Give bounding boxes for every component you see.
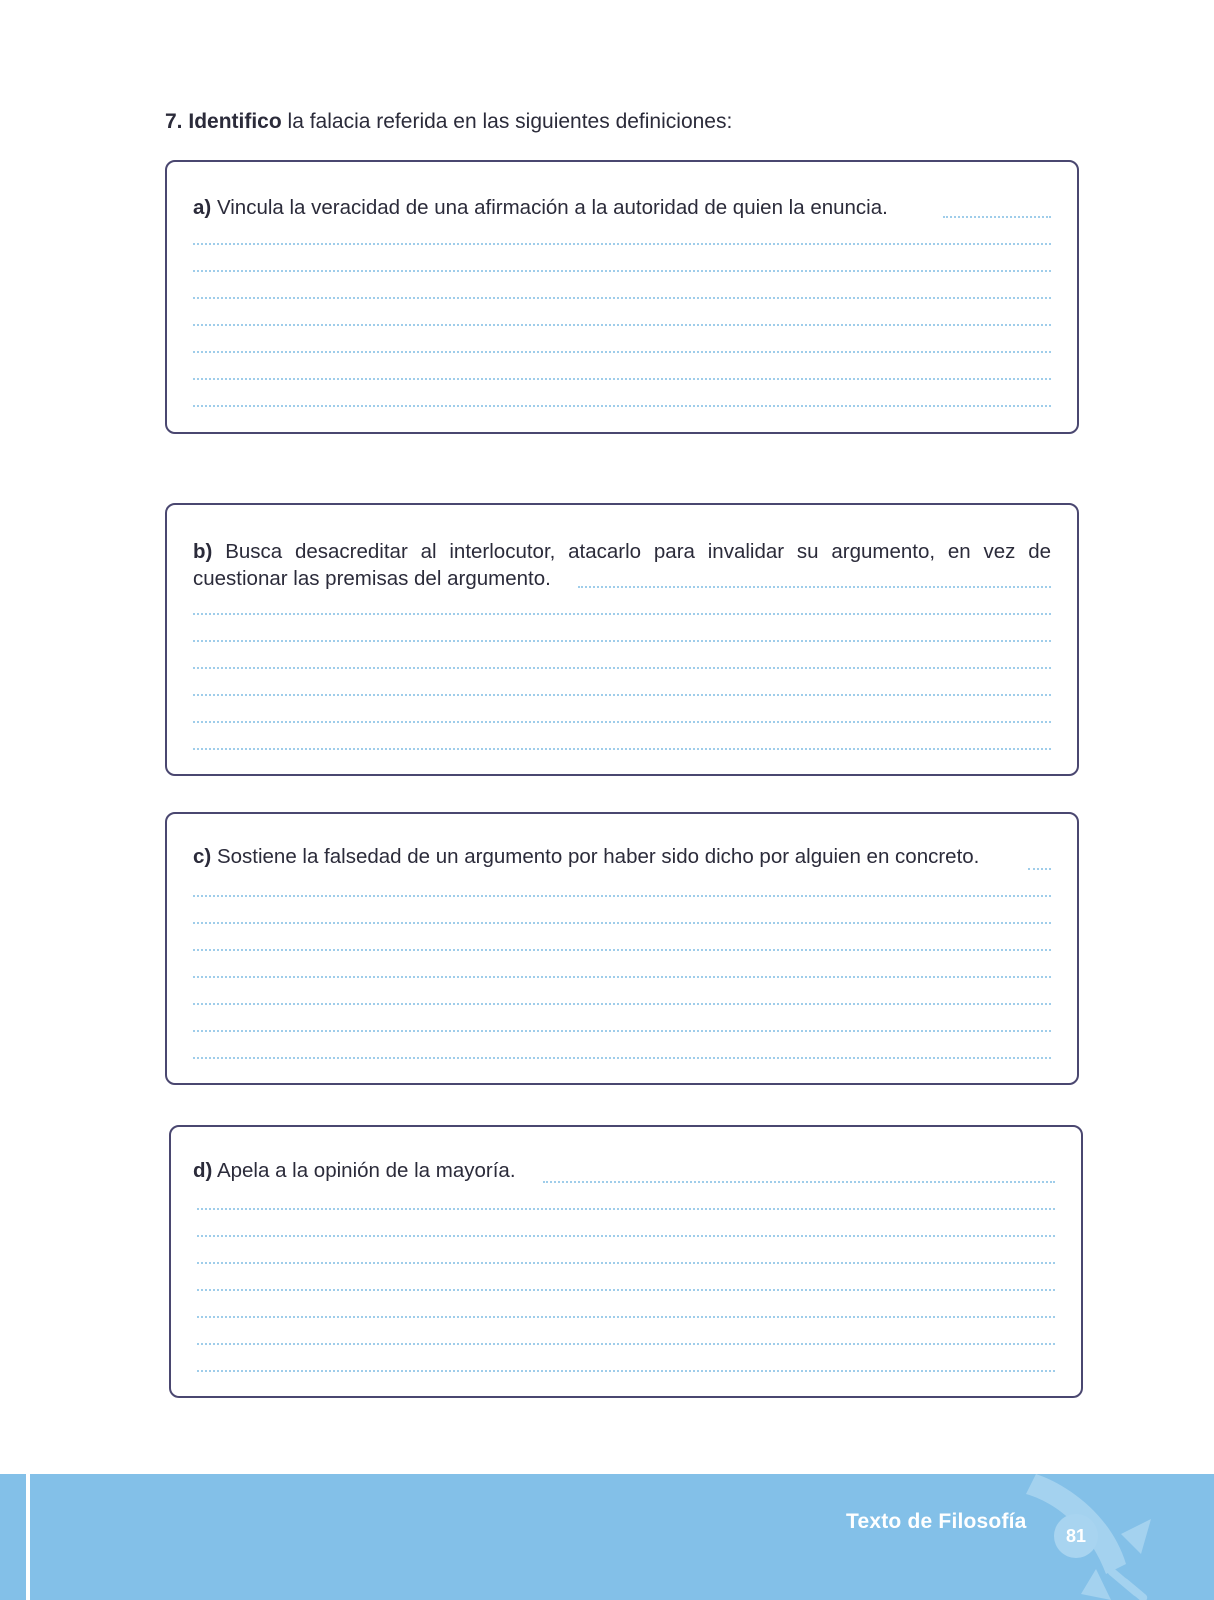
answer-line[interactable] [193, 351, 1051, 353]
answer-line[interactable] [193, 297, 1051, 299]
footer-stripe [26, 1474, 30, 1600]
exercise-number: 7. [165, 110, 183, 133]
page-footer [0, 1474, 1214, 1600]
answer-line[interactable] [197, 1370, 1055, 1372]
answer-line[interactable] [193, 895, 1051, 897]
answer-box-b[interactable] [165, 503, 1079, 776]
question-b [193, 538, 1051, 592]
exercise-verb: Identifico [188, 110, 282, 133]
answer-line[interactable] [197, 1343, 1055, 1345]
answer-line[interactable] [193, 949, 1051, 951]
exercise-heading [165, 108, 732, 136]
question-label: d) [193, 1159, 213, 1182]
answer-line[interactable] [193, 378, 1051, 380]
question-label: c) [193, 845, 212, 868]
exercise-instruction: la falacia referida en las siguientes definiciones: [287, 110, 733, 133]
question-text: Apela a la opinión de la mayoría. [216, 1159, 516, 1182]
page-number: 81 [1054, 1514, 1098, 1558]
question-text: Busca desacreditar al interlocutor, atacarlo para invalidar su argumento, en vez de cuestionar las premisas del argumento. [193, 540, 1052, 590]
answer-box-c[interactable] [165, 812, 1079, 1085]
answer-line[interactable] [193, 721, 1051, 723]
answer-line[interactable] [193, 405, 1051, 407]
answer-line[interactable] [543, 1181, 1055, 1183]
answer-line[interactable] [193, 270, 1051, 272]
answer-line[interactable] [193, 613, 1051, 615]
question-label: a) [193, 196, 212, 219]
answer-line[interactable] [197, 1208, 1055, 1210]
question-a [193, 194, 1051, 221]
question-text: Vincula la veracidad de una afirmación a la autoridad de quien la enuncia. [216, 196, 888, 219]
answer-line[interactable] [193, 976, 1051, 978]
answer-line[interactable] [193, 1057, 1051, 1059]
answer-line[interactable] [193, 694, 1051, 696]
question-c [193, 843, 1051, 870]
answer-line[interactable] [193, 243, 1051, 245]
answer-line[interactable] [193, 324, 1051, 326]
question-label: b) [193, 540, 213, 563]
answer-line[interactable] [193, 1003, 1051, 1005]
answer-line[interactable] [193, 1030, 1051, 1032]
answer-box-d[interactable] [169, 1125, 1083, 1398]
answer-line[interactable] [197, 1316, 1055, 1318]
question-d [193, 1157, 1055, 1184]
answer-line[interactable] [578, 586, 1051, 588]
answer-line[interactable] [193, 748, 1051, 750]
answer-line[interactable] [193, 640, 1051, 642]
answer-line[interactable] [197, 1235, 1055, 1237]
answer-box-a[interactable] [165, 160, 1079, 434]
answer-line[interactable] [1028, 868, 1051, 870]
book-title: Texto de Filosofía [846, 1510, 1027, 1533]
answer-line[interactable] [193, 922, 1051, 924]
answer-line[interactable] [193, 667, 1051, 669]
answer-line[interactable] [197, 1289, 1055, 1291]
answer-line[interactable] [197, 1262, 1055, 1264]
question-text: Sostiene la falsedad de un argumento por haber sido dicho por alguien en concreto. [216, 845, 980, 868]
answer-line[interactable] [943, 216, 1051, 218]
